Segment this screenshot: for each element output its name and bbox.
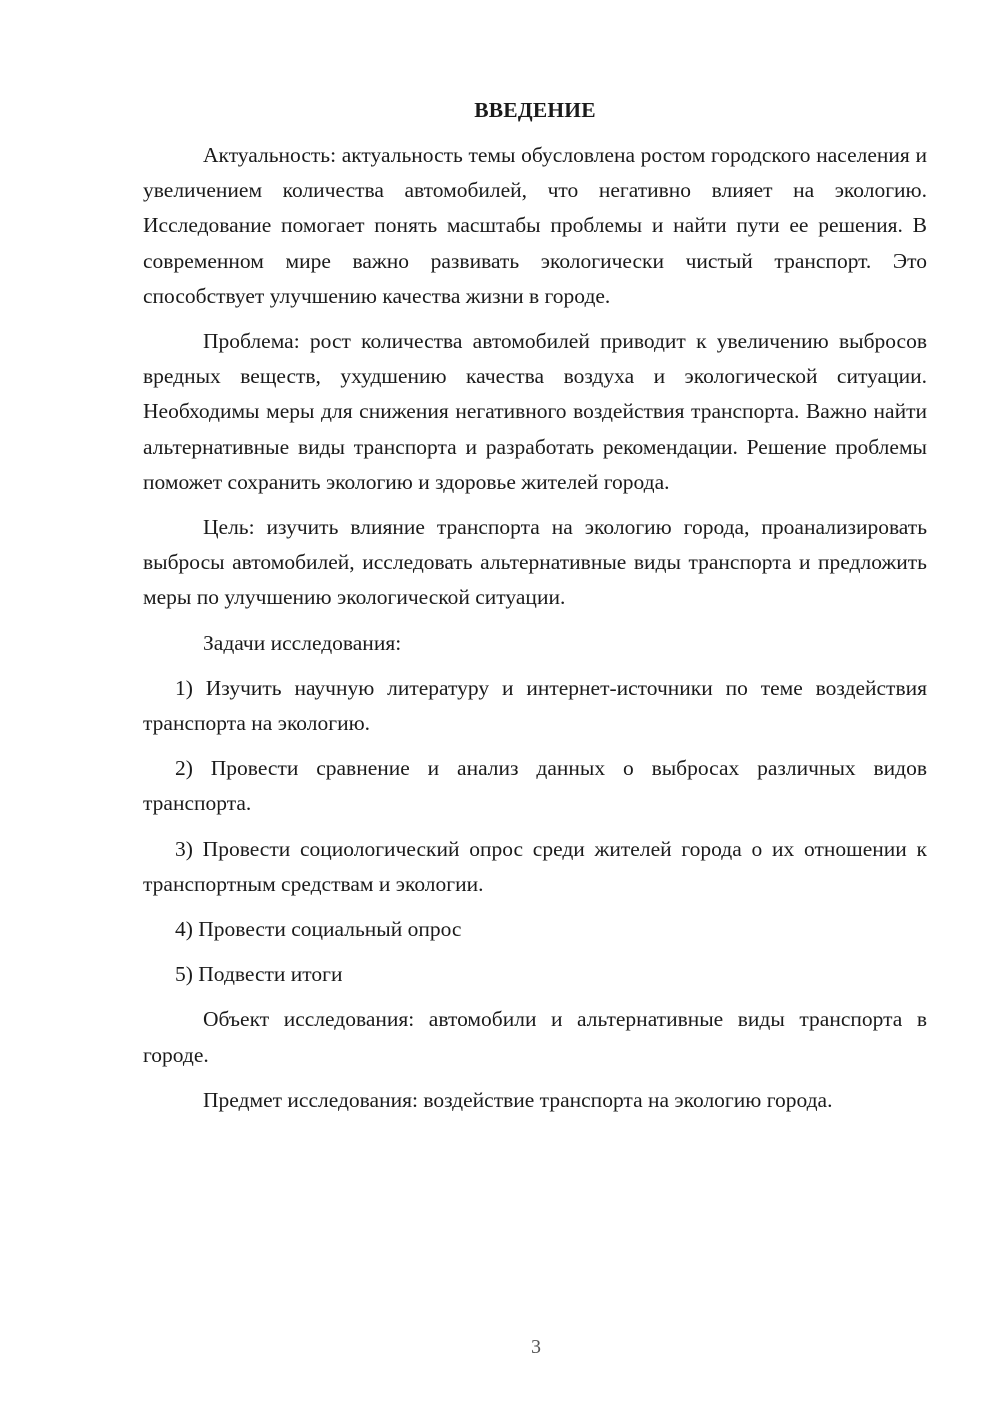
subject-paragraph: Предмет исследования: воздействие транспорта на экологию города. (203, 1087, 833, 1112)
page-title: ВВЕДЕНИЕ (474, 98, 596, 122)
task-item-4: 4) Провести социальный опрос (175, 917, 462, 942)
task-item-2: 2) Провести сравнение и анализ данных о выбросах различных видов транспорта. (143, 756, 927, 816)
goal-paragraph: Цель: изучить влияние транспорта на экологию города, проанализировать выбросы автомобилей, исследовать альтернативные виды транспорта и предложить меры по улучшению экологической ситуации. (143, 515, 927, 610)
tasks-heading: Задачи исследования: (203, 630, 402, 655)
problem-paragraph: Проблема: рост количества автомобилей приводит к увеличению выбросов вредных веществ, ухудшению качества воздуха и экологической ситуации. Необходимы меры для снижения негативного воздействия транспорта. Важно найти альтернативные виды транспорта и разработать рекомендации. Решение проблемы поможет сохранить экологию и здоровье жителей города. (143, 329, 927, 494)
task-item-3: 3) Провести социологический опрос среди жителей города о их отношении к транспортным средствам и экологии. (143, 836, 927, 896)
task-item-1: 1) Изучить научную литературу и интернет-источники по теме воздействия транспорта на экологию. (143, 675, 927, 736)
page-content (143, 93, 927, 1128)
task-item-5: 5) Подвести итоги (175, 962, 343, 987)
relevance-paragraph: Актуальность: актуальность темы обусловлена ростом городского населения и увеличением количества автомобилей, что негативно влияет на экологию. Исследование помогает понять масштабы проблемы и найти пути ее решения. В современном мире важно развивать экологически чистый транспорт. Это способствует улучшению качества жизни в городе. (143, 143, 927, 308)
page-number: 3 (531, 1336, 541, 1358)
object-paragraph: Объект исследования: автомобили и альтернативные виды транспорта в городе. (143, 1007, 927, 1067)
